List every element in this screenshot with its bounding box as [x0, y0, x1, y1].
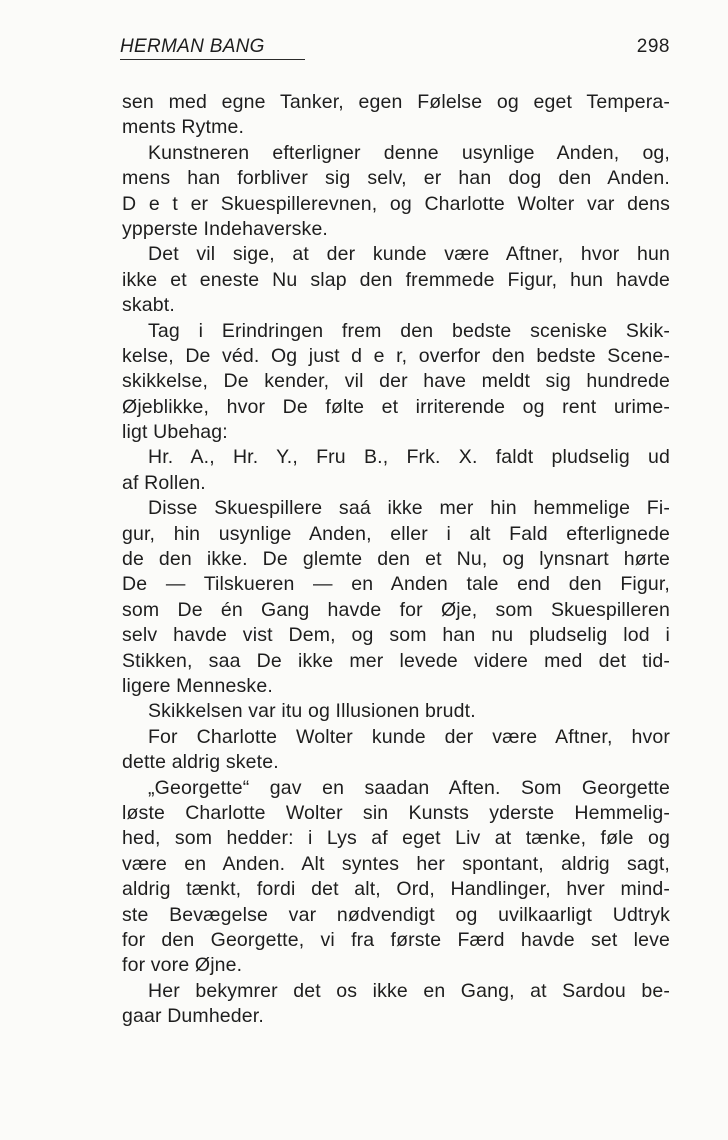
text-line: Her bekymrer det os ikke en Gang, at Sardou be-: [148, 979, 670, 1002]
text-line: Tag i Erindringen frem den bedste sceniske Skik-: [148, 319, 670, 342]
text-line: ypperste Indehaverske.: [122, 217, 329, 240]
text-line: ligere Menneske.: [122, 674, 273, 697]
text-line: ikke et eneste Nu slap den fremmede Figur, hun havde: [122, 268, 670, 291]
text-line: mens han forbliver sig selv, er han dog den Anden.: [122, 167, 670, 190]
text-line: Det vil sige, at der kunde være Aftner, hvor hun: [148, 243, 670, 266]
text-line: ments Rytme.: [122, 116, 245, 139]
text-line: være en Anden. Alt syntes her spontant, aldrig sagt,: [122, 852, 670, 875]
text-line: aldrig tænkt, fordi det alt, Ord, Handlinger, hver mind-: [122, 878, 670, 901]
text-line: skikkelse, De kender, vil der have meldt sig hundrede: [122, 370, 670, 393]
text-line: Hr. A., Hr. Y., Fru B., Frk. X. faldt pludselig ud: [148, 446, 670, 469]
text-line: Disse Skuespillere saá ikke mer hin hemmelige Fi-: [148, 497, 670, 520]
text-line: De — Tilskueren — en Anden tale end den Figur,: [122, 573, 670, 596]
text-line: dette aldrig skete.: [122, 751, 279, 774]
text-line: ligt Ubehag:: [122, 421, 228, 444]
text-line: Stikken, saa De ikke mer levede videre med det tid-: [122, 649, 670, 672]
text-line: af Rollen.: [122, 471, 206, 494]
text-line: Øjeblikke, hvor De følte et irriterende og rent urime-: [122, 395, 670, 418]
text-line: sen med egne Tanker, egen Følelse og eget Tempera-: [122, 91, 670, 113]
page-number: 298: [636, 36, 670, 57]
text-line: for den Georgette, vi fra første Færd havde set leve: [122, 928, 670, 951]
text-line: de den ikke. De glemte den et Nu, og lynsnart hørte: [122, 548, 670, 571]
text-line: gaar Dumheder.: [122, 1005, 264, 1028]
text-line: gur, hin usynlige Anden, eller i alt Fald efterlignede: [122, 522, 670, 545]
text-line: For Charlotte Wolter kunde der være Aftner, hvor: [148, 725, 670, 748]
text-line: „Georgette“ gav en saadan Aften. Som Georgette: [148, 776, 670, 799]
text-line: selv havde vist Dem, og som han nu pludselig lod i: [122, 624, 670, 647]
text-line: Kunstneren efterligner denne usynlige Anden, og,: [148, 141, 670, 164]
text-line: for vore Øjne.: [122, 954, 243, 977]
text-line: hed, som hedder: i Lys af eget Liv at tænke, føle og: [122, 827, 670, 850]
running-head-author: HERMAN BANG: [120, 36, 305, 60]
text-line: D e t er Skuespillerevnen, og Charlotte Wolter var dens: [122, 192, 670, 215]
text-line: løste Charlotte Wolter sin Kunsts yderste Hemmelig-: [122, 801, 670, 824]
text-line: Skikkelsen var itu og Illusionen brudt.: [148, 700, 476, 723]
text-line: kelse, De véd. Og just d e r, overfor den bedste Scene-: [122, 344, 670, 367]
text-line: som De én Gang havde for Øje, som Skuespilleren: [122, 598, 670, 621]
running-head: [120, 36, 670, 66]
body-text: [122, 90, 670, 1029]
text-line: ste Bevægelse var nødvendigt og uvilkaarligt Udtryk: [122, 903, 670, 926]
text-line: skabt.: [122, 294, 175, 317]
